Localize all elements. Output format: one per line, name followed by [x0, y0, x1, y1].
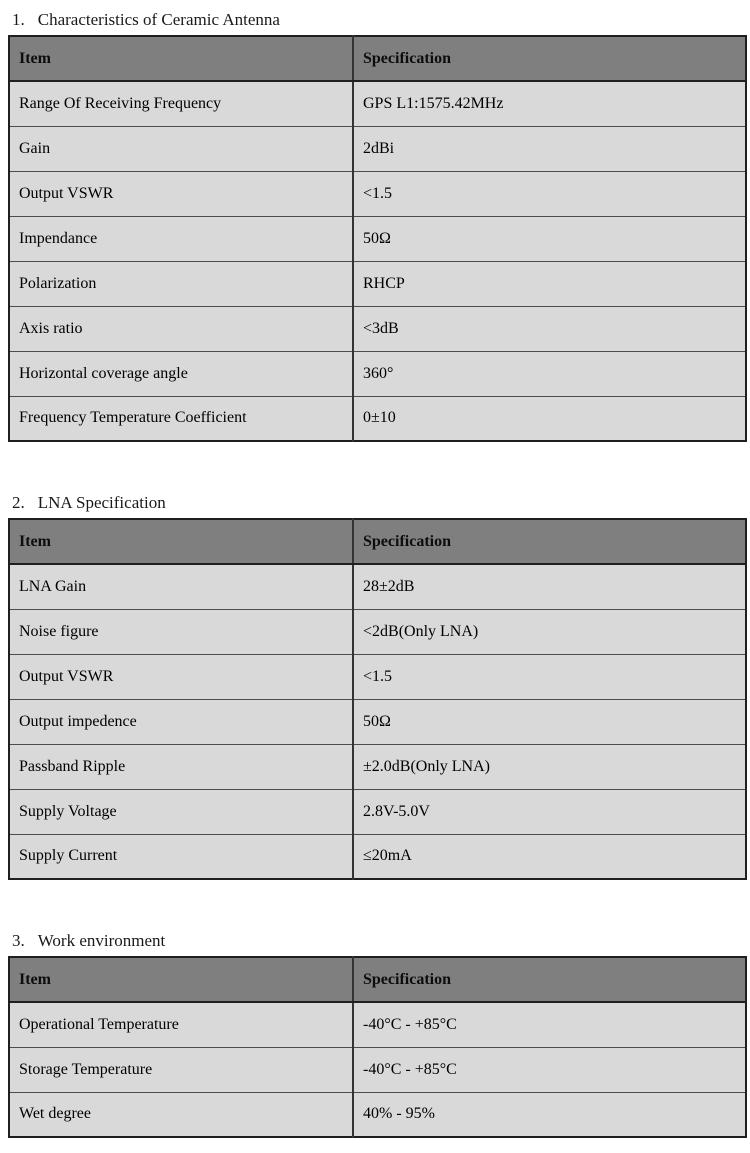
section-number: 1.	[12, 10, 25, 29]
item-cell: Horizontal coverage angle	[9, 351, 353, 396]
spec-cell: ±2.0dB(Only LNA)	[353, 744, 746, 789]
spec-cell: 2dBi	[353, 126, 746, 171]
spec-cell: 360°	[353, 351, 746, 396]
spec-cell: -40°C - +85°C	[353, 1047, 746, 1092]
item-cell: Axis ratio	[9, 306, 353, 351]
table-row	[9, 699, 746, 744]
spec-cell: -40°C - +85°C	[353, 1002, 746, 1047]
table-row	[9, 1047, 746, 1092]
item-cell: LNA Gain	[9, 564, 353, 609]
section-lna-specification	[8, 492, 745, 880]
lna-specification-table	[8, 518, 747, 880]
item-cell: Frequency Temperature Coefficient	[9, 396, 353, 441]
item-cell: Operational Temperature	[9, 1002, 353, 1047]
table-row	[9, 744, 746, 789]
table-row	[9, 81, 746, 126]
item-cell: Output impedence	[9, 699, 353, 744]
item-cell: Supply Voltage	[9, 789, 353, 834]
item-cell: Impendance	[9, 216, 353, 261]
section-number: 3.	[12, 931, 25, 950]
section-heading	[12, 9, 745, 30]
spec-cell: 40% - 95%	[353, 1092, 746, 1137]
spec-cell: 50Ω	[353, 216, 746, 261]
table-row	[9, 789, 746, 834]
column-header-item: Item	[9, 36, 353, 81]
section-ceramic-antenna	[8, 9, 745, 442]
item-cell: Range Of Receiving Frequency	[9, 81, 353, 126]
work-environment-table	[8, 956, 747, 1138]
table-row	[9, 216, 746, 261]
column-header-specification: Specification	[353, 36, 746, 81]
column-header-specification: Specification	[353, 519, 746, 564]
item-cell: Passband Ripple	[9, 744, 353, 789]
spec-cell: <2dB(Only LNA)	[353, 609, 746, 654]
ceramic-antenna-table	[8, 35, 747, 442]
item-cell: Output VSWR	[9, 654, 353, 699]
section-heading	[12, 930, 745, 951]
column-header-item: Item	[9, 957, 353, 1002]
spec-cell: <1.5	[353, 171, 746, 216]
spec-cell: <3dB	[353, 306, 746, 351]
table-row	[9, 261, 746, 306]
spec-cell: 50Ω	[353, 699, 746, 744]
table-row	[9, 1092, 746, 1137]
spec-cell: GPS L1:1575.42MHz	[353, 81, 746, 126]
table-row	[9, 126, 746, 171]
spec-cell: 28±2dB	[353, 564, 746, 609]
table-header-row	[9, 957, 746, 1002]
item-cell: Polarization	[9, 261, 353, 306]
table-row	[9, 609, 746, 654]
spec-cell: <1.5	[353, 654, 746, 699]
section-work-environment	[8, 930, 745, 1138]
spec-cell: ≤20mA	[353, 834, 746, 879]
table-header-row	[9, 519, 746, 564]
section-title: Characteristics of Ceramic Antenna	[37, 10, 280, 29]
section-title: LNA Specification	[37, 493, 166, 512]
table-row	[9, 306, 746, 351]
item-cell: Wet degree	[9, 1092, 353, 1137]
section-title: Work environment	[37, 931, 166, 950]
table-row	[9, 396, 746, 441]
section-heading	[12, 492, 745, 513]
table-row	[9, 351, 746, 396]
item-cell: Gain	[9, 126, 353, 171]
item-cell: Noise figure	[9, 609, 353, 654]
table-row	[9, 1002, 746, 1047]
table-row	[9, 654, 746, 699]
column-header-item: Item	[9, 519, 353, 564]
spec-cell: 0±10	[353, 396, 746, 441]
spec-cell: 2.8V-5.0V	[353, 789, 746, 834]
column-header-specification: Specification	[353, 957, 746, 1002]
table-row	[9, 834, 746, 879]
item-cell: Output VSWR	[9, 171, 353, 216]
spec-cell: RHCP	[353, 261, 746, 306]
table-row	[9, 171, 746, 216]
item-cell: Supply Current	[9, 834, 353, 879]
table-row	[9, 564, 746, 609]
table-header-row	[9, 36, 746, 81]
section-number: 2.	[12, 493, 25, 512]
item-cell: Storage Temperature	[9, 1047, 353, 1092]
